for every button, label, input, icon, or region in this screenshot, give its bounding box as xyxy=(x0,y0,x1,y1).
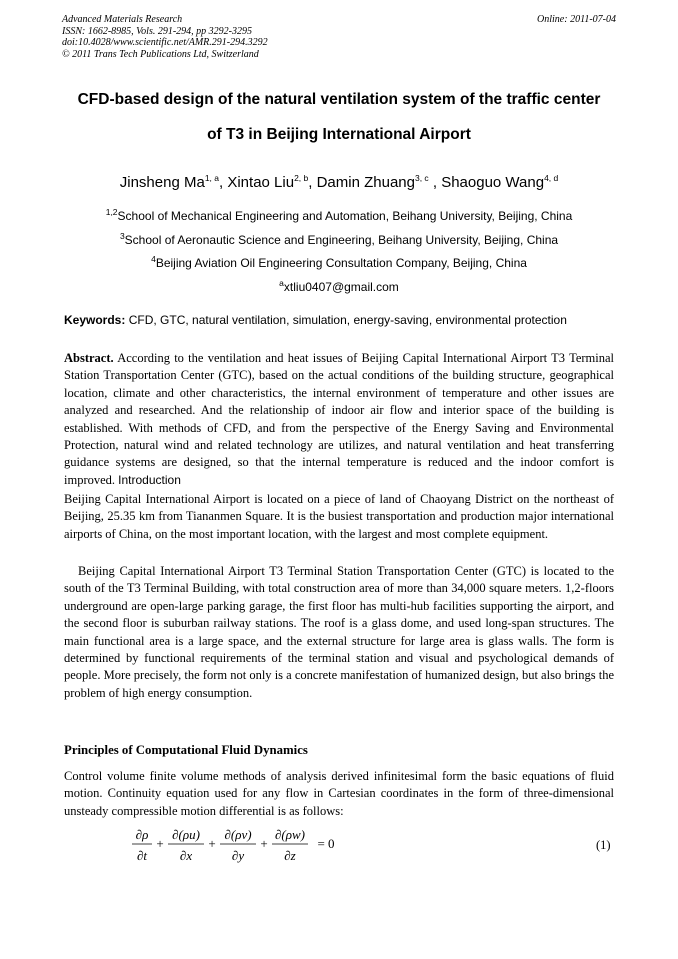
email-text: xtliu0407@gmail.com xyxy=(283,280,399,294)
eq-term-1-numerator: ∂ρ xyxy=(135,827,149,842)
affiliation-superscript: 1,2 xyxy=(105,207,118,217)
intro-paragraph-2: Beijing Capital International Airport T3 Terminal Station Transportation Center (GTC) is located to the south of the T3 Terminal Building, with total construction area of more than 34,000 square meters. 1,2-floors underground are open-large parking garage, the first floor has multi-hub facilities supporting the airport, and the second floor is suburban railway stations. The roof is a glass dome, and used long-span structures. The main functional area is a large space, and the external structure for large area is glass walls. The form is determined by functional requirements of the terminal station and visual and psychological demands of people. More precisely, the form not only is a concrete manifestation of humanized design, but also brings the problem of high energy consumption. xyxy=(64,564,614,700)
abstract-paragraph xyxy=(64,350,614,489)
copyright-line: © 2011 Trans Tech Publications Ltd, Switzerland xyxy=(62,48,259,60)
paper-title-line-2: of T3 in Beijing International Airport xyxy=(207,126,471,143)
author-superscript: 4, d xyxy=(544,173,559,183)
affiliation-text: School of Aeronautic Science and Engineering, Beihang University, Beijing, China xyxy=(124,233,559,247)
author-superscript: 2, b xyxy=(294,173,309,183)
intro-paragraph-1: Beijing Capital International Airport is located on a piece of land of Chaoyang District on the northeast of Beijing, 25.35 km from Tiananmen Square. It is the busiest transportation and production major international airports of China, on the most important location, with the largest and most complete equipment. xyxy=(64,492,614,541)
issn-line: ISSN: 1662-8985, Vols. 291-294, pp 3292-3295 xyxy=(62,25,252,37)
introduction-heading: Introduction xyxy=(118,472,181,487)
doi-line: doi:10.4028/www.scientific.net/AMR.291-294.3292 xyxy=(62,37,268,49)
section-heading-cfd: Principles of Computational Fluid Dynamics xyxy=(64,743,308,757)
author-name: Xintao Liu xyxy=(227,174,295,191)
author-name: Jinsheng Ma xyxy=(119,174,205,191)
keywords-text: CFD, GTC, natural ventilation, simulation, energy-saving, environmental protection xyxy=(128,313,567,327)
eq-term-3-denominator: ∂y xyxy=(231,848,245,863)
abstract-text: According to the ventilation and heat issues of Beijing Capital International Airport T3 Terminal Station Transportation Center (GTC), based on the actual conditions of the building structure, geographical location, climate and other characteristics, the internal environment of temperature and other issues are analyzed and researched. And the relationship of indoor air flow and interior space of the building is established. With methods of CFD, and from the perspective of the Energy Saving and Environmental Protection, natural wind and related technology are utilizes, and natural ventilation and heat transferring guidance systems are designed, so that the internal temperature is reduced and the indoor comfort is improved. xyxy=(64,351,615,487)
affiliation xyxy=(40,204,638,224)
eq-plus: + xyxy=(260,836,268,851)
keywords-label: Keywords: xyxy=(64,313,126,327)
keywords xyxy=(64,312,624,328)
eq-plus: + xyxy=(208,836,216,851)
eq-term-4-denominator: ∂z xyxy=(284,848,296,863)
author-separator: , xyxy=(428,174,438,191)
affiliation-text: School of Mechanical Engineering and Automation, Beihang University, Beijing, China xyxy=(117,209,573,223)
online-date: Online: 2011-07-04 xyxy=(537,14,616,25)
eq-term-3-numerator: ∂(ρv) xyxy=(224,827,252,842)
eq-plus: + xyxy=(156,836,164,851)
contact-email xyxy=(40,275,638,295)
paper-title-line-1: CFD-based design of the natural ventilation system of the traffic center xyxy=(77,91,601,108)
affiliation-text: Beijing Aviation Oil Engineering Consultation Company, Beijing, China xyxy=(155,256,527,270)
author-separator: , xyxy=(308,174,313,191)
journal-name: Advanced Materials Research xyxy=(62,14,183,25)
author-name: Damin Zhuang xyxy=(316,174,415,191)
author-separator: , xyxy=(219,174,224,191)
cfd-paragraph: Control volume finite volume methods of analysis derived infinitesimal form the basic equations of fluid motion. Continuity equation used for any flow in Cartesian coordinates in the form of three-dimensional unsteady compressible motion differential is as follows: xyxy=(64,769,614,818)
affiliation xyxy=(40,228,638,248)
author-superscript: 1, a xyxy=(204,173,219,183)
eq-term-2-numerator: ∂(ρu) xyxy=(172,827,200,842)
affiliation-superscript: a xyxy=(279,278,284,288)
author-list xyxy=(40,168,638,193)
author-name: Shaoguo Wang xyxy=(441,174,545,191)
eq-term-2-denominator: ∂x xyxy=(179,848,193,863)
abstract-label: Abstract. xyxy=(64,351,114,365)
affiliation-superscript: 3 xyxy=(119,231,125,241)
affiliation xyxy=(40,251,638,271)
affiliation-superscript: 4 xyxy=(151,254,156,264)
author-superscript: 3, c xyxy=(414,173,429,183)
continuity-equation xyxy=(130,822,350,868)
journal-header xyxy=(62,14,616,60)
eq-term-4-numerator: ∂(ρw) xyxy=(275,827,305,842)
equation-number: (1) xyxy=(596,838,611,852)
eq-right-hand-side: = 0 xyxy=(317,836,335,851)
eq-term-1-denominator: ∂t xyxy=(136,848,148,863)
